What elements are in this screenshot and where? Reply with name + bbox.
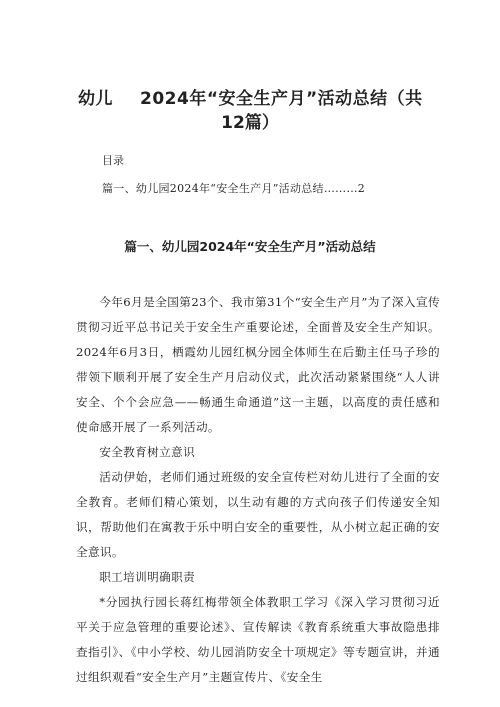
section-heading: 篇一、幼儿园2024年“安全生产月”活动总结 [124,239,376,254]
title-right-fragment: 2024年“安全生产月”活动总结（共 [140,89,423,109]
toc-item[interactable]: 篇一、幼儿园2024年“安全生产月”活动总结………2 [102,182,366,195]
body-paragraph: 活动伊始，老师们通过班级的安全宣传栏对幼儿进行了全面的安全教育。老师们精心策划，以生动有趣的方式向孩子们传递安全知识，帮助他们在寓教于乐中明白安全的重要性，从小树立起正确的安全意识。 [76,470,440,559]
body-paragraph: 今年6月是全国第23个、我市第31个“安全生产月”为了深入宣传贯彻习近平总书记关于安全生产重要论述，全面普及安全生产知识。2024年6月3日，栖霞幼儿园红枫分园全体师生在后勤主任马子珍的带领下顺利开展了安全生产月启动仪式，此次活动紧紧围绕“人人讲安全、个个会应急——畅通生命通道”这一主题，以高度的责任感和使命感开展了一系列活动。 [76,295,440,434]
section-body [76,290,440,690]
body-paragraph: *分园执行园长蒋红梅带领全体教职工学习《深入学习贯彻习近平关于应急管理的重要论述》、宣传解读《教育系统重大事故隐患排查指引》、《中小学校、幼儿园消防安全十项规定》等专题宣讲，并通过组织观看“安全生产月”主题宣传片、《安全生 [76,595,440,684]
subheading: 职工培训明确职责 [99,570,196,584]
document-title-line1 [78,84,438,109]
subheading: 安全教育树立意识 [99,445,196,459]
document-title-line2: 12篇） [221,113,279,133]
toc-label: 目录 [102,154,124,167]
title-left-fragment: 幼儿 [78,89,113,109]
